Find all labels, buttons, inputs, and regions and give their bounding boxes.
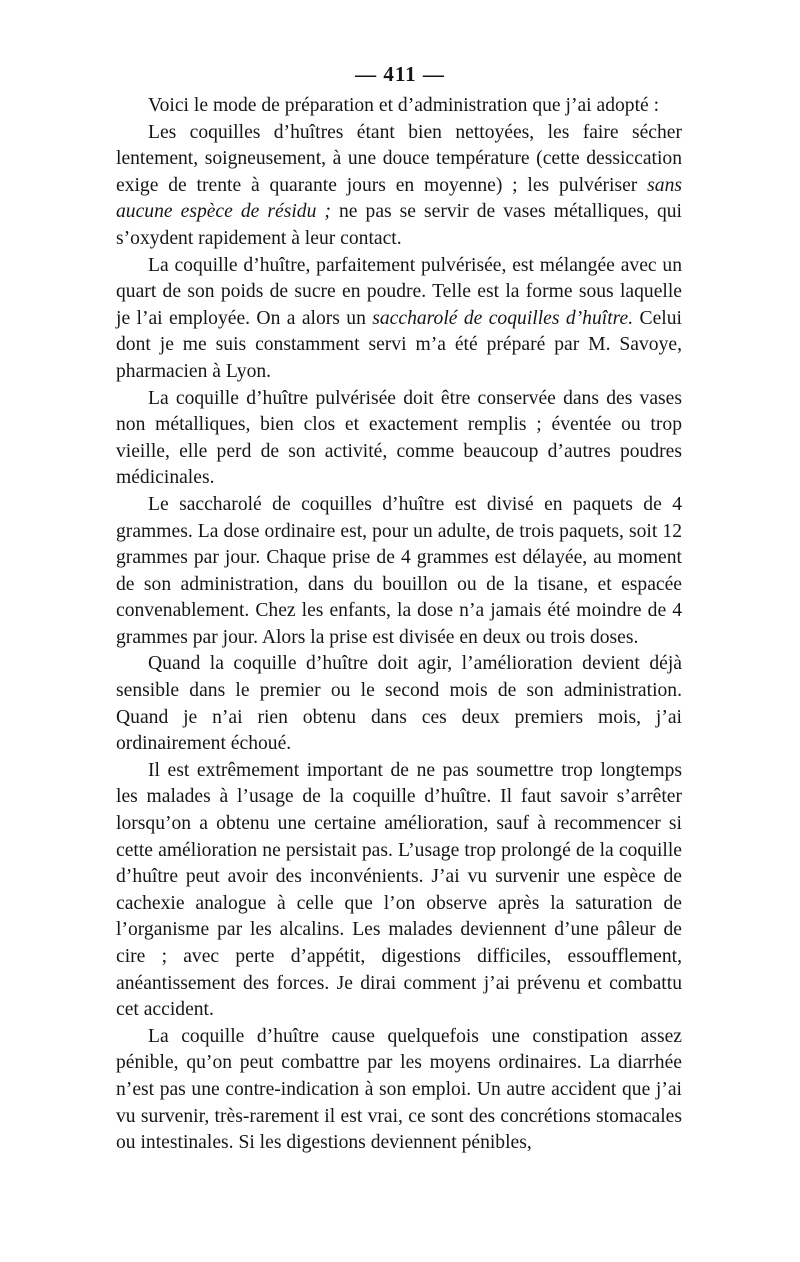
- paragraph-3: [116, 253, 682, 386]
- paragraph-6: Quand la coquille d’huître doit agir, l’amélioration devient déjà sensible dans le premier ou le second mois de son administration. Quand je n’ai rien obtenu dans ces deux premiers mois, j’ai ordinairement échoué.: [116, 653, 682, 755]
- page-number: — 411 —: [355, 62, 445, 86]
- paragraph-2: [116, 120, 682, 253]
- paragraph-1: Voici le mode de préparation et d’administration que j’ai adopté :: [148, 95, 660, 116]
- paragraph-3-text-start: La coquille d’huître, parfaitement pulvérisée, est mélangée avec un quart de son poids de sucre en poudre. Telle est la forme sous laquelle je l’ai employée. On a alors un: [116, 254, 682, 329]
- paragraph-5: Le saccharolé de coquilles d’huître est divisé en paquets de 4 grammes. La dose ordinaire est, pour un adulte, de trois paquets, soit 12 grammes par jour. Chaque prise de 4 grammes est délayée, au moment de son administration, dans du bouillon ou de la tisane, et espacée convenablement. Chez les enfants, la dose n’a jamais été moindre de 4 grammes par jour. Alors la prise est divisée en deux ou trois doses.: [116, 493, 682, 648]
- paragraph-8: La coquille d’huître cause quelquefois une constipation assez pénible, qu’on peut combattre par les moyens ordinaires. La diarrhée n’est pas une contre-indication à son emploi. Un autre accident que j’ai vu survenir, très-rarement il est vrai, ce sont des concrétions stomacales ou intestinales. Si les digestions deviennent pénibles,: [116, 1025, 682, 1154]
- paragraph-2-italic-phrase: sans aucune espèce de résidu ;: [116, 174, 682, 223]
- paragraph-7: Il est extrêmement important de ne pas soumettre trop longtemps les malades à l’usage de la coquille d’huître. Il faut savoir s’arrêter lorsqu’on a obtenu une certaine amélioration, sauf à recommencer si cette amélioration ne persistait pas. L’usage trop prolongé de la coquille d’huître peut avoir des inconvénients. J’ai vu survenir une espèce de cachexie analogue à celle que l’on observe après la saturation de l’organisme par les alcalins. Les malades deviennent d’une pâleur de cire ; avec perte d’appétit, digestions difficiles, essoufflement, anéantissement des forces. Je dirai comment j’ai prévenu et combattu cet accident.: [116, 759, 682, 1021]
- paragraph-2-text-start: Les coquilles d’huîtres étant bien nettoyées, les faire sécher lentement, soigneusement, à une douce température (cette dessiccation exige de trente à quarante jours en moyenne) ; les pulvériser: [116, 121, 682, 196]
- paragraph-4: La coquille d’huître pulvérisée doit être conservée dans des vases non métalliques, bien clos et exactement remplis ; éventée ou trop vieille, elle perd de son activité, comme beaucoup d’autres poudres médicinales.: [116, 387, 682, 489]
- body-text: [116, 93, 682, 1157]
- paragraph-2-text-end: ne pas se servir de vases métalliques, qui s’oxydent rapidement à leur contact.: [116, 201, 682, 249]
- paragraph-3-text-end: Celui dont je me suis constamment servi m’a été préparé par M. Savoye, pharmacien à Lyon.: [116, 307, 682, 382]
- paragraph-3-italic-phrase: saccharolé de coquilles d’huître.: [372, 307, 634, 329]
